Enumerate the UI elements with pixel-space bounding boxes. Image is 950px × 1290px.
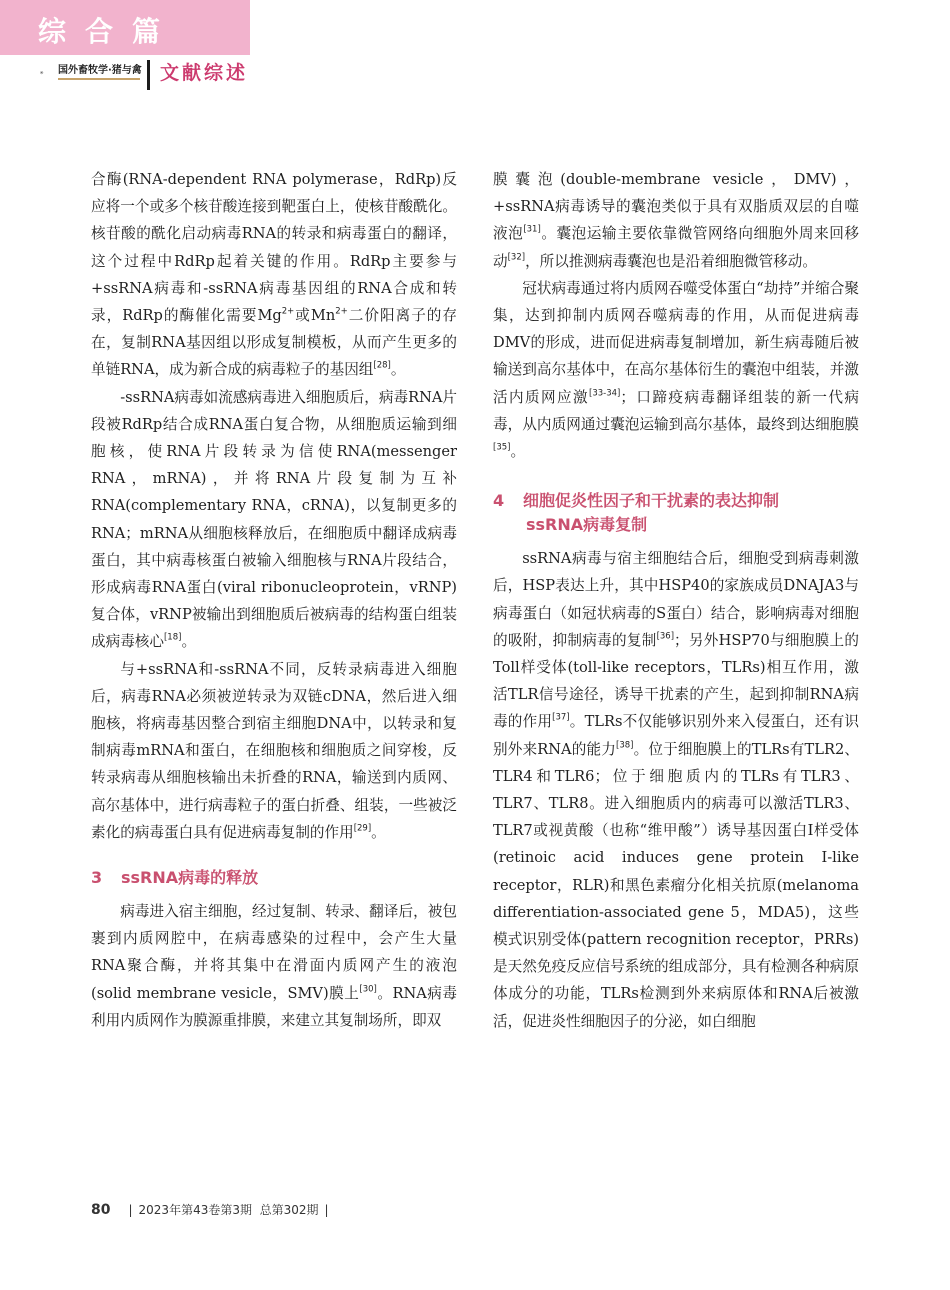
paragraph: 膜囊泡(double-membrane vesicle，DMV)，+ssRNA病毒诱导的囊泡类似于具有双脂质双层的自噬液泡[31]。囊泡运输主要依靠微管网络向细胞外周来回移动[32]，所以推测病毒囊泡也是沿着细胞微管移动。 [493, 171, 859, 270]
citation: [18] [163, 633, 182, 644]
paragraph: 病毒进入宿主细胞，经过复制、转录、翻译后，被包裹到内质网腔中，在病毒感染的过程中，会产生大量RNA聚合酶，并将其集中在滑面内质网产生的液泡(solid membrane vesicle，SMV)膜上[30]。RNA病毒利用内质网作为膜源重排膜，来建立其复制场所，即双 [91, 903, 457, 1029]
section-heading-3: 3 ssRNA病毒的释放 [91, 868, 259, 888]
total-issue: 总第302期 [259, 1203, 319, 1217]
right-column [493, 166, 859, 1035]
page-number: 80 [91, 1202, 111, 1218]
paragraph: -ssRNA病毒如流感病毒进入细胞质后，病毒RNA片段被RdRp结合成RNA蛋白复合物，从细胞质运输到细胞核，使RNA片段转录为信使RNA(messenger RNA，mRNA)，并将RNA片段复制为互补RNA(complementary RNA，cRNA)，以复制更多的RNA；mRNA从细胞核释放后，在细胞质中翻译成病毒蛋白，其中病毒核蛋白被输入细胞核与RNA片段结合，形成病毒RNA蛋白(viral ribonucleoprotein，vRNP)复合体，vRNP被输出到细胞质后被病毒的结构蛋白组装成病毒核心[18]。 [91, 388, 457, 651]
citation: [29] [353, 823, 372, 834]
paragraph: 冠状病毒通过将内质网吞噬受体蛋白“劫持”并缩合聚集，达到抑制内质网吞噬病毒的作用，从而促进病毒DMV的形成，进而促进病毒复制增加，新生病毒随后被输送到高尔基体中，在高尔基体衍生的囊泡中组装，并激活内质网应激[33-34]；口蹄疫病毒翻译组装的新一代病毒，从内质网通过囊泡运输到高尔基体，最终到达细胞膜[35]。 [493, 279, 859, 461]
citation: [38] [616, 740, 634, 751]
header-band [0, 0, 250, 55]
citation: [32] [507, 252, 526, 263]
page-footer: 80 | 2023年第43卷第3期 总第302期 | [91, 1202, 329, 1218]
citation: [37] [552, 713, 570, 724]
paragraph: 与+ssRNA和-ssRNA不同，反转录病毒进入细胞后，病毒RNA必须被逆转录为双链cDNA，然后进入细胞核，将病毒基因整合到宿主细胞DNA中，以转录和复制病毒mRNA和蛋白，在细胞核和细胞质之间穿梭，反转录病毒从细胞核输出未折叠的RNA，输送到内质网、高尔基体中，进行病毒粒子的蛋白折叠、组装，一些被泛素化的病毒蛋白具有促进病毒复制的作用[29]。 [91, 660, 457, 841]
left-column [91, 166, 457, 1034]
section-title: 综合篇 [38, 15, 180, 48]
citation: [36] [656, 631, 675, 642]
journal-underline [58, 78, 140, 80]
section-tag: 文献综述 [160, 62, 249, 84]
journal-name: 国外畜牧学·猪与禽 [58, 65, 142, 76]
citation: [31] [523, 225, 541, 236]
issue-info: 2023年第43卷第3期 [138, 1203, 252, 1217]
paragraph: ssRNA病毒与宿主细胞结合后，细胞受到病毒刺激后，HSP表达上升，其中HSP40的家族成员DNAJA3与病毒蛋白（如冠状病毒的S蛋白）结合，影响病毒对细胞的吸附，抑制病毒的复制[36]；另外HSP70与细胞膜上的Toll样受体(toll-like receptors，TLRs)相互作用，激活TLR信号途径，诱导干扰素的产生，起到抑制RNA病毒的作用[37]。TLRs不仅能够识别外来入侵蛋白，还有识别外来RNA的能力[38]。位于细胞膜上的TLRs有TLR2、TLR4和TLR6；位于细胞质内的TLRs有TLR3、TLR7、TLR8。进入细胞质内的病毒可以激活TLR3、TLR7或视黄酸（也称“维甲酸”）诱导基因蛋白Ⅰ样受体(retinoic acid induces gene protein I-like receptor，RLR)和黑色素瘤分化相关抗原(melanoma differentiation-associated gene 5，MDA5)，这些模式识别受体(pattern recognition receptor，PRRs)是天然免疫反应信号系统的组成部分，具有检测各种病原体成分的功能，TLRs检测到外来病原体和RNA后被激活，促进炎性细胞因子的分泌，如白细胞 [493, 550, 859, 1030]
citation: [28] [373, 361, 391, 372]
section-heading-4: 4 细胞促炎性因子和干扰素的表达抑制 ssRNA病毒复制 [493, 491, 780, 535]
citation: [33-34] [589, 388, 621, 399]
citation: [35] [493, 442, 511, 453]
journal-logo-icon [40, 64, 58, 82]
header-divider [147, 60, 150, 90]
citation: [30] [359, 984, 377, 995]
paragraph: 合酶(RNA-dependent RNA polymerase，RdRp)反应将一个或多个核苷酸连接到靶蛋白上，使核苷酸酰化。核苷酸的酰化启动病毒RNA的转录和病毒蛋白的翻译，这个过程中RdRp起着关键的作用。RdRp主要参与+ssRNA病毒和-ssRNA病毒基因组的RNA合成和转录，RdRp的酶催化需要$Mg^{2+}$或$Mn^{2+}$二价阳离子的存在，复制RNA基因组以形成复制模板，从而产生更多的单链RNA，成为新合成的病毒粒子的基因组[28]。 [91, 171, 457, 379]
